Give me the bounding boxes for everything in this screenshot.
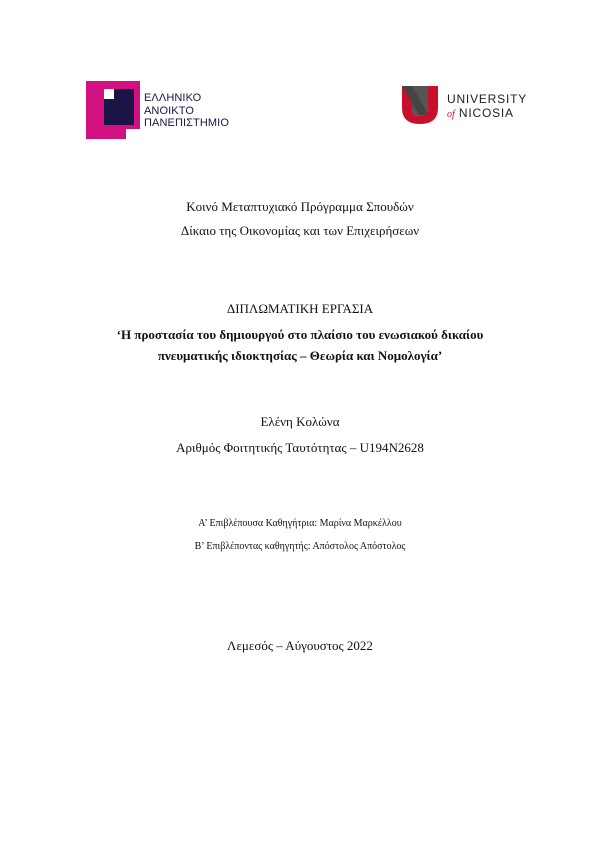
- hellenic-open-university-logo: [86, 81, 246, 139]
- thesis-title-line-2: πνευματικής ιδιοκτησίας – Θεωρία και Νομολογία’: [157, 348, 443, 363]
- unic-emblem-icon: [400, 84, 440, 126]
- author-name: Ελένη Κολώνα: [260, 414, 340, 429]
- place-date: Λεμεσός – Αύγουστος 2022: [227, 638, 373, 653]
- university-of-nicosia-logo: [400, 84, 530, 128]
- thesis-title-line-1: ‘Η προστασία του δημιουργού στο πλαίσιο του ενωσιακού δικαίου: [116, 327, 484, 342]
- eap-wordmark: [144, 92, 229, 130]
- unic-of: of: [447, 109, 455, 120]
- eap-line-1: ΕΛΛΗΝΙΚΟ: [144, 92, 202, 104]
- unic-line-2: [447, 106, 527, 122]
- eap-emblem-icon: [86, 81, 142, 139]
- unic-wordmark: [447, 92, 527, 122]
- unic-nicosia: NICOSIA: [458, 106, 514, 120]
- second-supervisor: Β’ Επιβλέποντας καθηγητής: Απόστολος Απόστολος: [194, 541, 406, 552]
- program-line-1: Κοινό Μεταπτυχιακό Πρόγραμμα Σπουδών: [186, 199, 414, 214]
- unic-line-1: UNIVERSITY: [447, 92, 528, 106]
- program-line-2: Δίκαιο της Οικονομίας και των Επιχειρήσεων: [180, 223, 420, 238]
- eap-line-2: ΑΝΟΙΚΤΟ: [144, 104, 195, 117]
- student-id: Αριθμός Φοιτητικής Ταυτότητας – U194N2628: [176, 440, 424, 455]
- thesis-type: ΔΙΠΛΩΜΑΤΙΚΗ ΕΡΓΑΣΙΑ: [226, 301, 374, 316]
- eap-line-3: ΠΑΝΕΠΙΣΤΗΜΙΟ: [144, 117, 229, 129]
- first-supervisor: Α’ Επιβλέπουσα Καθηγήτρια: Μαρίνα Μαρκέλλου: [198, 518, 402, 529]
